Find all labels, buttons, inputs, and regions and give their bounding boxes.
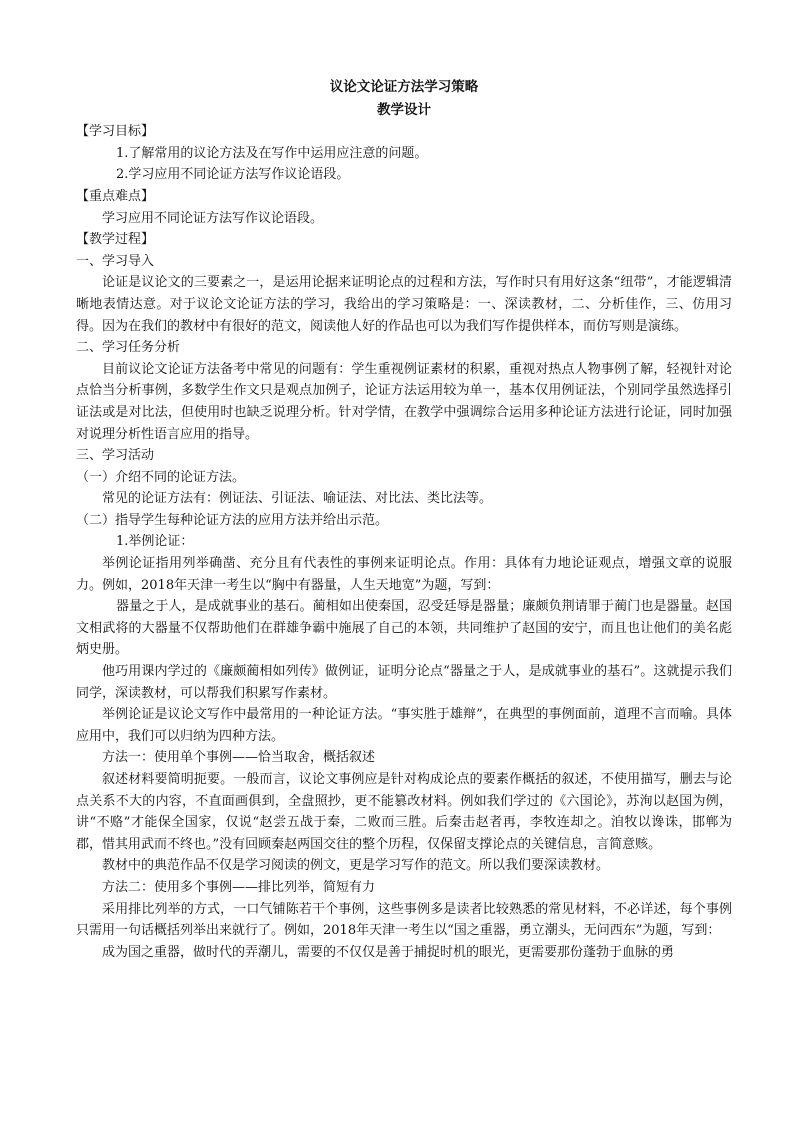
method-1-quote: 器量之于人，是成就事业的基石。蔺相如出使秦国，忍受廷辱是器量；廉颇负荆请罪于蔺门也是器量。赵国文相武将的大器量不仅帮助他们在群雄争霸中施展了自己的本领，共同维护了赵国的安宁，而且也让他们的美名彪炳史册。 xyxy=(76,599,732,658)
approach-2-quote: 成为国之重器，做时代的弄潮儿，需要的不仅仅是善于捕捉时机的眼光，更需要那份蓬勃于血脉的勇 xyxy=(102,944,675,960)
method-1-paragraph-1: 举例论证指用列举确凿、充分且有代表性的事例来证明论点。作用：具体有力地论证观点，增强文章的说服力。例如，2018年天津一考生以“胸中有器量，人生天地宽”为题，写到： xyxy=(76,556,732,593)
document-subtitle: 教学设计 xyxy=(377,101,431,118)
section-1-heading: 一、学习导入 xyxy=(76,253,155,269)
section-2-heading: 二、学习任务分析 xyxy=(76,340,181,356)
goal-item-1: 1.了解常用的议论方法及在写作中运用应注意的问题。 xyxy=(116,145,428,161)
key-text: 学习应用不同论证方法写作议论语段。 xyxy=(102,210,324,226)
method-1-paragraph-3: 举例论证是议论文写作中最常用的一种论证方法。“事实胜于雄辩”，在典型的事例面前，道理不言而喻。具体应用中，我们可以归纳为四种方法。 xyxy=(76,707,732,744)
section-3-heading: 三、学习活动 xyxy=(76,448,155,464)
document-page xyxy=(76,72,732,963)
document-title: 议论文论证方法学习策略 xyxy=(329,79,479,95)
activity-2-heading: （二）指导学生每种论证方法的应用方法并给出示范。 xyxy=(76,512,389,528)
method-1-heading: 1.举例论证： xyxy=(116,534,194,550)
approach-1-heading: 方法一：使用单个事例——恰当取舍，概括叙述 xyxy=(102,750,376,766)
method-1-paragraph-2: 他巧用课内学过的《廉颇蔺相如列传》做例证，证明分论点“器量之于人，是成就事业的基石”。这就提示我们同学，深读教材，可以帮我们积累写作素材。 xyxy=(76,664,732,701)
activity-1-text: 常见的论证方法有：例证法、引证法、喻证法、对比法、类比法等。 xyxy=(102,491,493,507)
approach-2-heading: 方法二：使用多个事例——排比列举，简短有力 xyxy=(102,879,376,895)
approach-1-text: 叙述材料要简明扼要。一般而言，议论文事例应是针对构成论点的要素作概括的叙述，不使用描写，删去与论点关系不大的内容，不直面画俱到，全盘照抄，更不能篡改材料。例如我们学过的《六国论》，苏洵以赵国为例，讲“不赂”才能保全国家，仅说“赵尝五战于秦，二败而三胜。后秦击赵者再，李牧连却之。洎牧以谗诛，邯郸为郡，惜其用武而不终也。”没有回顾秦赵两国交往的整个历程，仅保留支撑论点的关键信息，言简意赅。 xyxy=(76,772,732,852)
key-heading: 【重点难点】 xyxy=(76,188,155,204)
section-1-text: 论证是议论文的三要素之一，是运用论据来证明论点的过程和方法，写作时只有用好这条“纽带”，才能逻辑清晰地表情达意。对于议论文论证方法的学习，我给出的学习策略是：一、深读教材，二、分析佳作，三、仿用习得。因为在我们的教材中有很好的范文，阅读他人好的作品也可以为我们写作提供样本，而仿写则是演练。 xyxy=(76,275,732,334)
approach-2-text: 采用排比列举的方式，一口气铺陈若干个事例，这些事例多是读者比较熟悉的常见材料，不必详述，每个事例只需用一句话概括列举出来就行了。例如，2018年天津一考生以“国之重器，勇立潮头，无问西东”为题，写到： xyxy=(76,901,732,939)
goals-heading: 【学习目标】 xyxy=(76,124,155,140)
approach-1-note: 教材中的典范作品不仅是学习阅读的例文，更是学习写作的范文。所以我们要深读教材。 xyxy=(102,858,610,874)
activity-1-heading: （一）介绍不同的论证方法。 xyxy=(76,469,246,485)
section-2-text: 目前议论文论证方法备考中常见的问题有：学生重视例证素材的积累，重视对热点人物事例了解，轻视针对论点恰当分析事例，多数学生作文只是观点加例子，论证方法运用较为单一，基本仅用例证法，个别同学虽然选择引证法或是对比法，但使用时也缺乏说理分析。针对学情，在教学中强调综合运用多种论证方法进行论证，同时加强对说理分析性语言应用的指导。 xyxy=(76,361,732,442)
goal-item-2: 2.学习应用不同论证方法写作议论语段。 xyxy=(116,167,350,183)
process-heading: 【教学过程】 xyxy=(76,232,155,248)
